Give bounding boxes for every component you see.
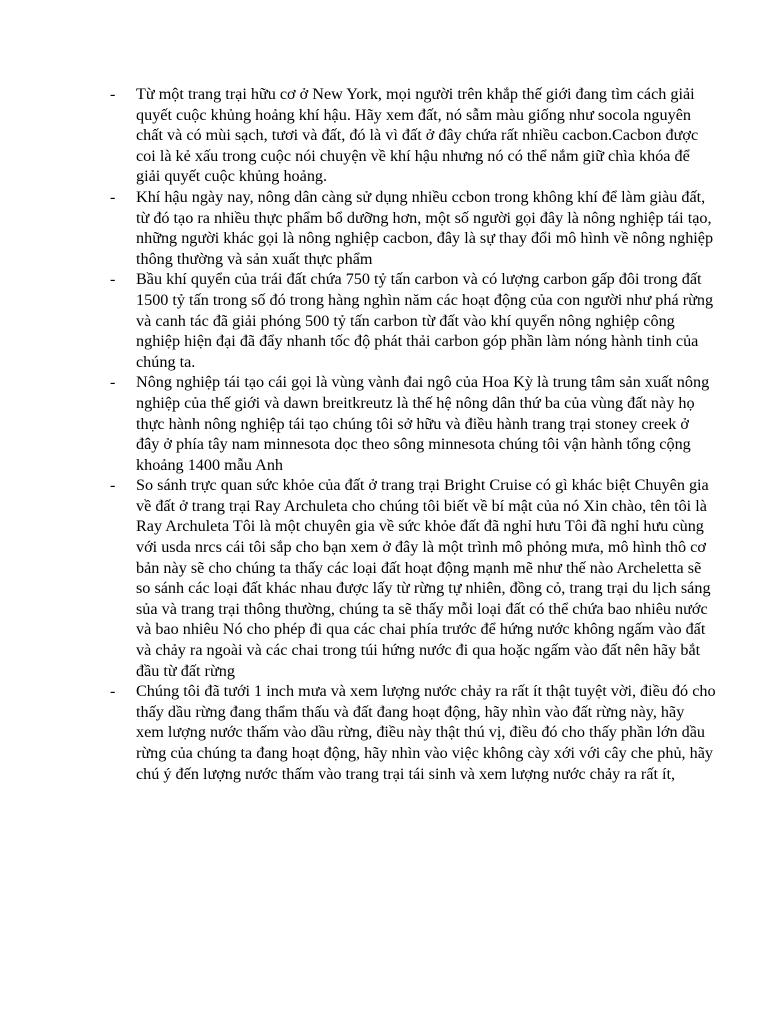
list-item bbox=[110, 372, 716, 475]
list-item bbox=[110, 269, 716, 372]
bullet-dash: - bbox=[110, 270, 116, 289]
bullet-dash: - bbox=[110, 187, 116, 206]
list-item bbox=[110, 475, 716, 681]
paragraph-text: Nông nghiệp tái tạo cái gọi là vùng vành đai ngô của Hoa Kỳ là trung tâm sản xuất nông nghiệp của thế giới và dawn breitkreutz là thế hệ nông dân thứ ba của vùng đất này họ thực hành nông nghiệp tái tạo chúng tôi sở hữu và điều hành trang trại stoney creek ở đây ở phía tây nam minnesota dọc theo sông minnesota chúng tôi vận hành tổng cộng khoảng 1400 mẫu Anh bbox=[136, 373, 710, 474]
bullet-dash: - bbox=[110, 373, 116, 392]
bullet-dash: - bbox=[110, 682, 116, 701]
paragraph-text: Bầu khí quyển của trái đất chứa 750 tỷ tấn carbon và có lượng carbon gấp đôi trong đất 1500 tỷ tấn trong số đó trong hàng nghìn năm các hoạt động của con người như phá rừng và canh tác đã giải phóng 500 tỷ tấn carbon từ đất vào khí quyển nông nghiệp công nghiệp hiện đại đã đẩy nhanh tốc độ phát thải carbon góp phần làm nóng hành tinh của chúng ta. bbox=[136, 270, 714, 371]
bullet-dash: - bbox=[110, 85, 116, 103]
paragraph-text: Chúng tôi đã tưới 1 inch mưa và xem lượng nước chảy ra rất ít thật tuyệt vời, điều đó cho thấy dầu rừng đang thẩm thấu và đất đang hoạt động, hãy nhìn vào đất rừng này, hãy xem lượng nước thấm vào dầu rừng, điều này thật thú vị, điều đó cho thấy phần lớn dầu rừng của chúng ta đang hoạt động, hãy nhìn vào việc không cày xới với cây che phủ, hãy chú ý đến lượng nước thấm vào trang trại tái sinh và xem lượng nước chảy ra rất ít, bbox=[136, 682, 716, 783]
paragraph-text: So sánh trực quan sức khỏe của đất ở trang trại Bright Cruise có gì khác biệt Chuyên gia về đất ở trang trại Ray Archuleta cho chúng tôi biết về bí mật của nó Xin chào, tên tôi là Ray Archuleta Tôi là một chuyên gia về sức khỏe đất đã nghỉ hưu Tôi đã nghỉ hưu cùng với usda nrcs cái tôi sắp cho bạn xem ở đây là một trình mô phỏng mưa, mô hình thô cơ bản này sẽ cho chúng ta thấy các loại đất hoạt động mạnh mẽ như thế nào Archeletta sẽ so sánh các loại đất khác nhau được lấy từ rừng tự nhiên, đồng cỏ, trang trại du lịch sáng sủa và trang trại thông thường, chúng ta sẽ thấy mỗi loại đất có thể chứa bao nhiêu nước và bao nhiêu Nó cho phép đi qua các chai phía trước để hứng nước không ngấm vào đất và chảy ra ngoài và các chai trong túi hứng nước đi qua hoặc ngấm vào đất nên hãy bắt đầu từ đất rừng bbox=[136, 476, 711, 680]
paragraph-text: Khí hậu ngày nay, nông dân càng sử dụng nhiều ccbon trong không khí để làm giàu đất, từ đó tạo ra nhiều thực phẩm bổ dưỡng hơn, một số người gọi đây là nông nghiệp tái tạo, những người khác gọi là nông nghiệp cacbon, đây là sự thay đổi mô hình về nông nghiệp thông thường và sản xuất thực phẩm bbox=[136, 187, 714, 268]
bullet-list bbox=[110, 84, 716, 784]
list-item bbox=[110, 681, 716, 784]
list-item bbox=[110, 187, 716, 269]
bullet-dash: - bbox=[110, 476, 116, 495]
paragraph-text: Từ một trang trại hữu cơ ở New York, mọi người trên khắp thế giới đang tìm cách giải quyết cuộc khủng hoảng khí hậu. Hãy xem đất, nó sẫm màu giống như socola nguyên chất và có mùi sạch, tươi và đất, đó là vì đất ở đây chứa rất nhiều cacbon.Cacbon được coi là kẻ xấu trong cuộc nói chuyện về khí hậu nhưng nó có thể nắm giữ chìa khóa để giải quyết cuộc khủng hoảng. bbox=[136, 85, 699, 186]
list-item bbox=[110, 84, 716, 187]
